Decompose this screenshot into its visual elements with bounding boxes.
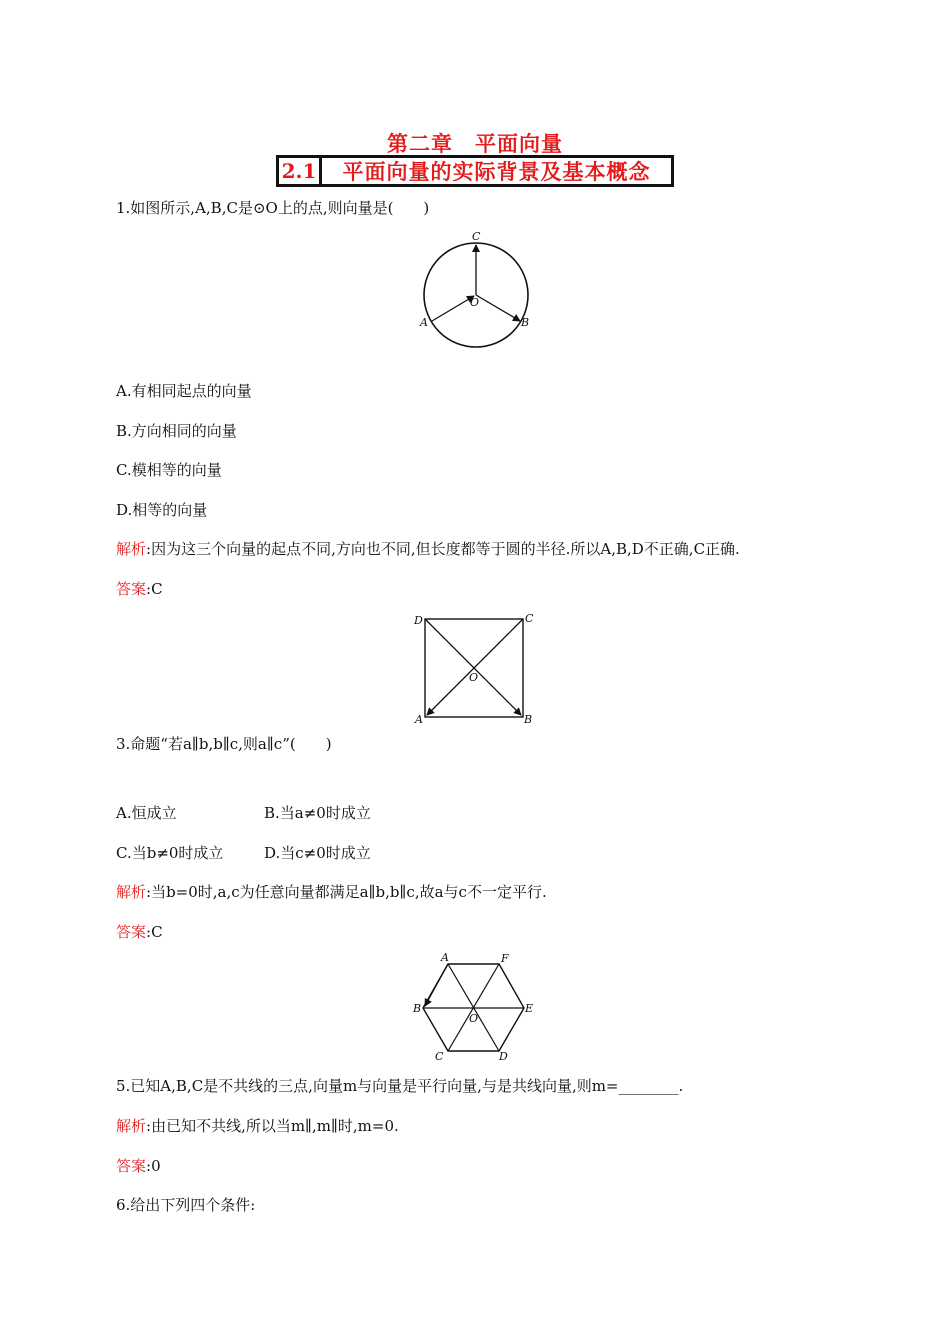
analysis-text: :当b=0时,a,c为任意向量都满足a∥b,b∥c,故a与c不一定平行.	[146, 883, 547, 901]
section-title: 平面向量的实际背景及基本概念	[342, 159, 651, 184]
q1-option-a: A.有相同起点的向量	[116, 382, 252, 400]
answer-label: 答案	[116, 1157, 147, 1175]
q3-analysis	[116, 881, 547, 902]
label-e: E	[525, 1002, 534, 1015]
answer-text: :0	[146, 1157, 161, 1175]
q5-analysis	[116, 1115, 399, 1136]
label-o: O	[469, 1012, 479, 1025]
label-c: C	[435, 1050, 444, 1063]
answer-text: :C	[146, 580, 163, 598]
label-b: B	[413, 1002, 422, 1015]
answer-label: 答案	[116, 923, 147, 941]
label-c: C	[472, 230, 481, 243]
q1-stem: 1.如图所示,A,B,C是⊙O上的点,则向量是( )	[116, 199, 430, 217]
square-figure	[410, 610, 540, 730]
section-title-box	[276, 155, 674, 187]
answer-label: 答案	[116, 580, 147, 598]
q3-option-b: B.当a≠0时成立	[264, 804, 371, 822]
q5-answer	[116, 1155, 161, 1176]
analysis-label: 解析	[116, 1117, 147, 1135]
diagonal-ca	[427, 619, 523, 715]
section-number: 2.1	[279, 158, 322, 184]
label-a: A	[415, 713, 423, 726]
analysis-text: :由已知不共线,所以当m∥,m∥时,m=0.	[146, 1117, 399, 1135]
q3-option-d: D.当c≠0时成立	[264, 844, 371, 862]
label-a: A	[441, 951, 449, 964]
label-o: O	[470, 296, 480, 309]
analysis-label: 解析	[116, 540, 147, 558]
label-b: B	[524, 713, 533, 726]
label-a: A	[420, 316, 428, 329]
answer-text: :C	[146, 923, 163, 941]
q1-answer	[116, 578, 163, 599]
analysis-text: :因为这三个向量的起点不同,方向也不同,但长度都等于圆的半径.所以A,B,D不正确,C正确.	[146, 540, 740, 558]
vector-ab	[425, 964, 448, 1006]
circle-vectors-figure	[410, 225, 540, 350]
label-d: D	[414, 614, 423, 627]
label-d: D	[499, 1050, 508, 1063]
q3-stem: 3.命题“若a∥b,b∥c,则a∥c”( )	[116, 735, 332, 753]
label-f: F	[501, 952, 509, 965]
q1-option-c: C.模相等的向量	[116, 461, 222, 479]
label-o: O	[469, 671, 479, 684]
q1-analysis	[116, 538, 740, 559]
q1-option-b: B.方向相同的向量	[116, 422, 237, 440]
label-b: B	[521, 316, 530, 329]
q6-stem: 6.给出下列四个条件:	[116, 1196, 256, 1214]
hexagon-figure	[410, 950, 540, 1065]
q3-option-c: C.当b≠0时成立	[116, 844, 224, 862]
diagonal-db	[425, 619, 521, 715]
q3-option-a: A.恒成立	[116, 804, 177, 822]
vector-ao	[432, 296, 474, 321]
q1-option-d: D.相等的向量	[116, 501, 208, 519]
q3-options-row1	[116, 802, 436, 823]
q3-answer	[116, 921, 163, 942]
label-c: C	[525, 612, 534, 625]
chapter-title: 第二章 平面向量	[387, 131, 563, 156]
q5-stem: 5.已知A,B,C是不共线的三点,向量m与向量是平行向量,与是共线向量,则m=________.	[116, 1077, 684, 1095]
q3-options-row2	[116, 842, 436, 863]
analysis-label: 解析	[116, 883, 147, 901]
vector-ob	[476, 295, 520, 321]
